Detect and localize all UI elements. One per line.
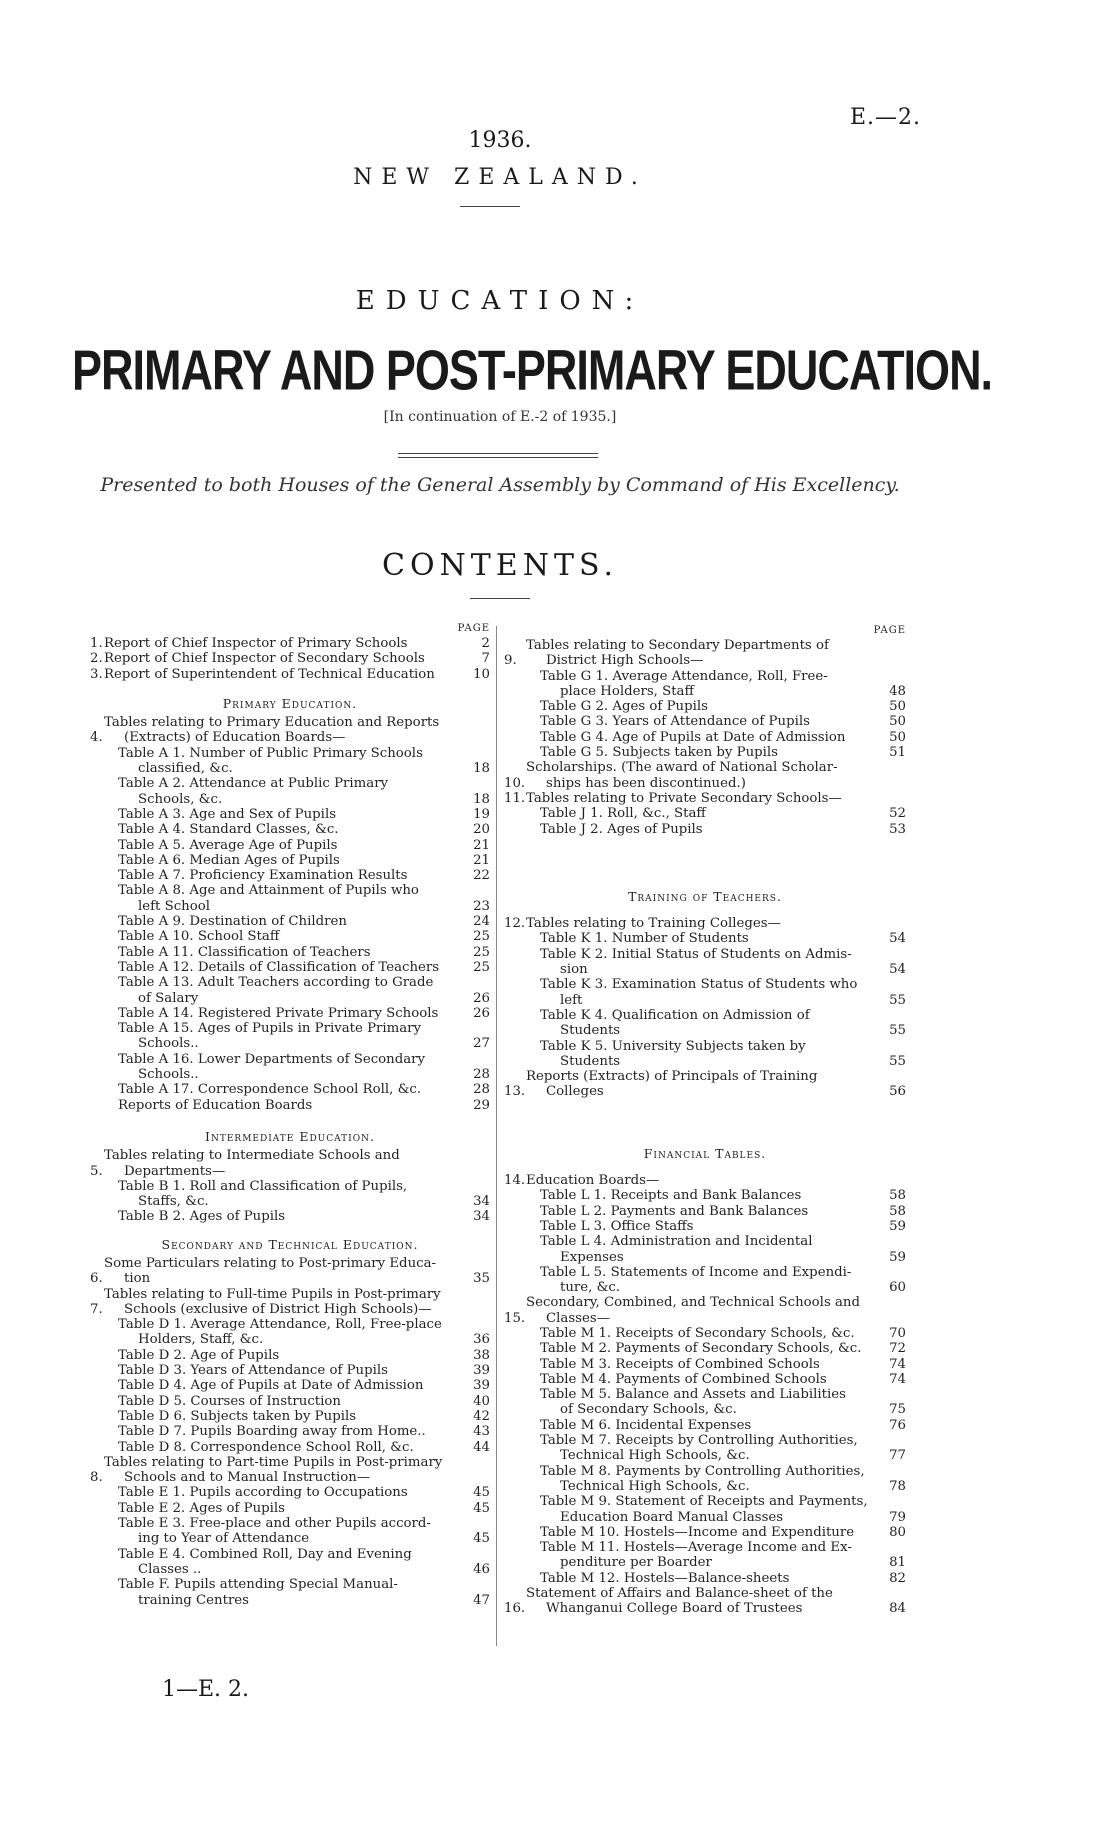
contents-entry: Table A 3. Age and Sex of Pupils 19 [118, 806, 490, 822]
divider-rule [398, 457, 598, 458]
section-heading: Financial Tables. [643, 1145, 767, 1161]
divider-rule [398, 453, 598, 454]
contents-entry: Table A 8. Age and Attainment of Pupils who left School 23 [118, 883, 490, 914]
contents-right-column [504, 624, 906, 1617]
contents-entry: Table L 4. Administration and Incidental Expenses 59 [540, 1234, 906, 1265]
contents-entry: Table M 4. Payments of Combined Schools 74 [540, 1371, 906, 1387]
contents-entry: 8. Tables relating to Part-time Pupils in Post-primary Schools and to Manual Instruction— [90, 1454, 443, 1486]
contents-entry: Table M 10. Hostels—Income and Expenditure 80 [540, 1524, 906, 1540]
contents-entry: 5. Tables relating to Intermediate Schools and Departments— [90, 1148, 400, 1179]
contents-entry: 4. Tables relating to Primary Education and Reports (Extracts) of Education Boards— [90, 715, 440, 746]
section-heading: Training of Teachers. [628, 888, 782, 904]
contents-left-column [90, 622, 490, 1608]
contents-entry: Table A 6. Median Ages of Pupils 21 [118, 852, 490, 868]
contents-entry: Reports of Education Boards 29 [118, 1097, 490, 1113]
contents-entry: Table J 2. Ages of Pupils 53 [540, 821, 906, 837]
contents-entry: Table M 12. Hostels—Balance-sheets 82 [540, 1570, 906, 1586]
document-year: 1936. [468, 128, 532, 153]
contents-entry: Table A 14. Registered Private Primary Schools 26 [118, 1005, 490, 1021]
contents-entry: Table D 1. Average Attendance, Roll, Free-place Holders, Staff, &c. 36 [118, 1317, 490, 1348]
contents-entry: Table M 8. Payments by Controlling Authorities, Technical High Schools, &c. 78 [540, 1463, 906, 1494]
divider-rule [460, 206, 520, 207]
page-column-label: PAGE [873, 625, 906, 636]
contents-entry: Table M 1. Receipts of Secondary Schools, &c. 70 [540, 1325, 906, 1341]
contents-entry: Table D 5. Courses of Instruction 40 [118, 1393, 490, 1409]
contents-entry: Table J 1. Roll, &c., Staff 52 [540, 806, 906, 822]
contents-entry: Table L 1. Receipts and Bank Balances 58 [540, 1188, 906, 1204]
contents-entry: Table G 4. Age of Pupils at Date of Admission 50 [540, 729, 906, 745]
contents-entry: Table F. Pupils attending Special Manual- training Centres 47 [118, 1577, 490, 1608]
contents-entry: Table M 7. Receipts by Controlling Authorities, Technical High Schools, &c. 77 [540, 1433, 906, 1464]
contents-entry: Table D 4. Age of Pupils at Date of Admission 39 [118, 1378, 490, 1394]
contents-entry: Table M 2. Payments of Secondary Schools, &c. 72 [540, 1341, 906, 1357]
document-reference: E.—2. [850, 105, 922, 130]
contents-entry: Table K 2. Initial Status of Students on Admis- sion 54 [540, 946, 906, 978]
contents-entry: Table A 16. Lower Departments of Secondary Schools.. 28 [118, 1051, 490, 1083]
contents-entry: 14. Education Boards— [504, 1173, 660, 1189]
contents-entry: Table A 1. Number of Public Primary Schools classified, &c. 18 [118, 745, 490, 777]
contents-entry: Table D 7. Pupils Boarding away from Home.. 43 [118, 1424, 490, 1440]
contents-entry: 16. Statement of Affairs and Balance-sheet of the Whanganui College Board of Trustees 84 [504, 1586, 906, 1617]
contents-entry: Table A 10. School Staff 25 [118, 929, 490, 945]
contents-entry: Table L 2. Payments and Bank Balances 58 [540, 1203, 906, 1219]
contents-entry: Table L 5. Statements of Income and Expendi- ture, &c. 60 [540, 1264, 906, 1296]
country-name: NEW ZEALAND. [353, 165, 647, 190]
contents-entry: Table K 4. Qualification on Admission of Students 55 [540, 1007, 906, 1039]
contents-entry: Table G 5. Subjects taken by Pupils 51 [540, 745, 906, 761]
contents-entry: 2. Report of Chief Inspector of Secondary Schools 7 [90, 651, 490, 667]
contents-entry: Table E 3. Free-place and other Pupils accord- ing to Year of Attendance 45 [118, 1516, 490, 1547]
contents-entry: 10. Scholarships. (The award of National Scholar- ships has been discontinued.) [504, 760, 838, 791]
section-heading: Intermediate Education. [205, 1128, 375, 1144]
contents-entry: 15. Secondary, Combined, and Technical Schools and Classes— [504, 1295, 860, 1326]
contents-entry: Table M 9. Statement of Receipts and Payments, Education Board Manual Classes 79 [540, 1494, 906, 1525]
contents-entry: Table B 1. Roll and Classification of Pupils, Staffs, &c. 34 [118, 1178, 490, 1210]
contents-entry: Table A 4. Standard Classes, &c. 20 [118, 822, 490, 838]
contents-entry: Table A 2. Attendance at Public Primary Schools, &c. 18 [118, 776, 490, 807]
contents-entry: 12. Tables relating to Training Colleges— [504, 916, 781, 932]
contents-entry: Table K 1. Number of Students 54 [540, 931, 906, 947]
contents-entry: Table B 2. Ages of Pupils 34 [118, 1209, 490, 1225]
section-heading: Secondary and Technical Education. [161, 1236, 419, 1252]
contents-entry: Table A 13. Adult Teachers according to Grade of Salary 26 [118, 975, 490, 1006]
contents-entry: 6. Some Particulars relating to Post-primary Educa- tion 35 [90, 1255, 490, 1287]
contents-entry: Table M 3. Receipts of Combined Schools 74 [540, 1356, 906, 1372]
contents-entry: Table G 2. Ages of Pupils 50 [540, 699, 906, 715]
contents-entry: Table K 5. University Subjects taken by Students 55 [540, 1038, 906, 1069]
contents-entry: Table A 7. Proficiency Examination Results 22 [118, 868, 490, 884]
continuation-note: [In continuation of E.-2 of 1935.] [383, 409, 617, 425]
contents-entry: Table M 11. Hostels—Average Income and Ex- penditure per Boarder 81 [540, 1540, 906, 1571]
contents-entry: 3. Report of Superintendent of Technical Education 10 [90, 666, 490, 682]
contents-entry: Table E 1. Pupils according to Occupations 45 [118, 1485, 490, 1501]
contents-entry: Table A 17. Correspondence School Roll, &c. 28 [118, 1082, 490, 1098]
contents-entry: Table D 6. Subjects taken by Pupils 42 [118, 1408, 490, 1424]
contents-entry: 9. Tables relating to Secondary Departments of District High Schools— [504, 638, 829, 669]
contents-entry: Table G 3. Years of Attendance of Pupils 50 [540, 714, 906, 730]
contents-entry: Table D 3. Years of Attendance of Pupils 39 [118, 1363, 490, 1379]
contents-entry: Table E 4. Combined Roll, Day and Evening Classes .. 46 [118, 1546, 490, 1577]
contents-entry: Table K 3. Examination Status of Students who left 55 [540, 977, 906, 1008]
contents-entry: Table A 12. Details of Classification of Teachers 25 [118, 959, 490, 975]
contents-entry: Table G 1. Average Attendance, Roll, Free- place Holders, Staff 48 [540, 668, 906, 699]
contents-entry: Table A 9. Destination of Children 24 [118, 914, 490, 930]
contents-entry: 1. Report of Chief Inspector of Primary Schools 2 [90, 636, 490, 651]
contents-entry: Table A 11. Classification of Teachers 25 [118, 944, 490, 960]
presentation-note: Presented to both Houses of the General Assembly by Command of His Excellency. [100, 474, 900, 496]
contents-entry: Table A 15. Ages of Pupils in Private Primary Schools.. 27 [118, 1021, 490, 1052]
contents-entry: Table D 2. Age of Pupils 38 [118, 1347, 490, 1363]
department-heading: EDUCATION: [355, 286, 645, 316]
contents-entry: 13. Reports (Extracts) of Principals of Training Colleges 56 [504, 1069, 906, 1100]
contents-entry: Table D 8. Correspondence School Roll, &c. 44 [118, 1439, 490, 1455]
report-title: PRIMARY AND POST-PRIMARY EDUCATION. [72, 338, 993, 402]
contents-entry: Table A 5. Average Age of Pupils 21 [118, 837, 490, 853]
divider-rule [470, 598, 530, 599]
footer-reference: 1—E. 2. [162, 1677, 250, 1702]
contents-entry: 7. Tables relating to Full-time Pupils in Post-primary Schools (exclusive of District High Schools)— [90, 1286, 441, 1317]
page-column-label: PAGE [457, 623, 490, 634]
contents-entry: Table L 3. Office Staffs 59 [540, 1218, 906, 1234]
section-heading: Primary Education. [222, 695, 358, 711]
column-divider [496, 626, 497, 1646]
contents-entry: Table E 2. Ages of Pupils 45 [118, 1500, 490, 1516]
contents-entry: 11. Tables relating to Private Secondary Schools— [504, 790, 842, 806]
contents-entry: Table M 5. Balance and Assets and Liabilities of Secondary Schools, &c. 75 [540, 1387, 906, 1418]
contents-heading: CONTENTS. [382, 548, 618, 583]
contents-entry: Table M 6. Incidental Expenses 76 [540, 1417, 906, 1433]
